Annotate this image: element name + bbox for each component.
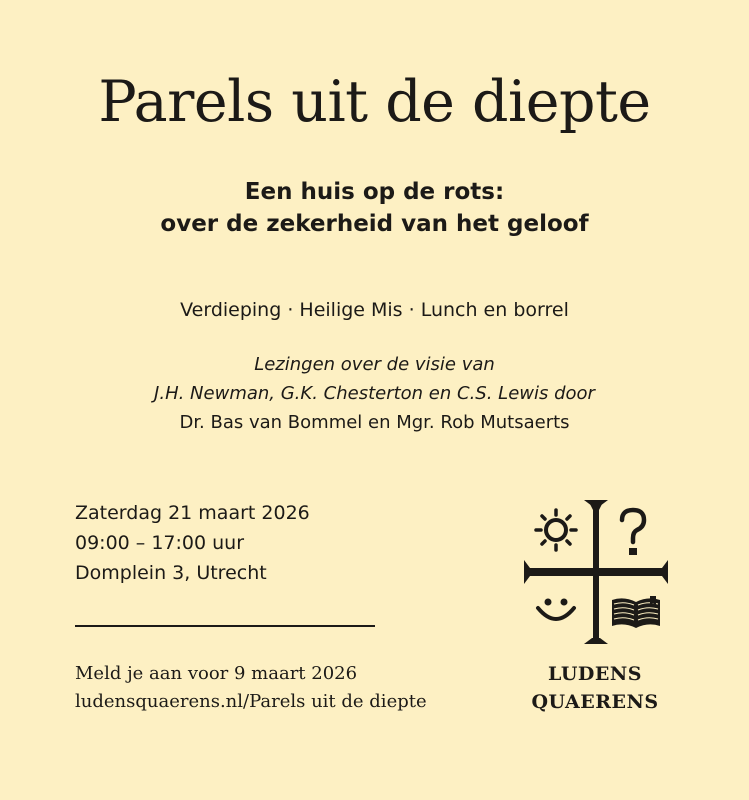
event-time: 09:00 – 17:00 uur xyxy=(75,532,245,554)
lectures-line-3: Dr. Bas van Bommel en Mgr. Rob Mutsaerts xyxy=(179,412,570,433)
lectures-description xyxy=(0,350,749,437)
smiley-icon xyxy=(538,599,574,620)
logo-name-line-2: QUAERENS xyxy=(531,691,659,713)
divider-line xyxy=(75,625,375,627)
event-location: Domplein 3, Utrecht xyxy=(75,562,267,584)
subtitle-line-2: over de zekerheid van het geloof xyxy=(160,211,589,237)
ludens-quaerens-logo xyxy=(522,498,670,646)
program-summary: Verdieping · Heilige Mis · Lunch en borrel xyxy=(180,299,569,321)
lectures-line-2: J.H. Newman, G.K. Chesterton en C.S. Lewis door xyxy=(154,383,595,404)
book-icon xyxy=(612,596,660,628)
logo-name-line-1: LUDENS xyxy=(548,663,642,685)
registration-url: ludensquaerens.nl/Parels uit de diepte xyxy=(75,691,427,712)
event-date: Zaterdag 21 maart 2026 xyxy=(75,502,310,524)
registration-deadline: Meld je aan voor 9 maart 2026 xyxy=(75,663,358,684)
poster-title: Parels uit de diepte xyxy=(98,69,651,135)
question-mark-icon xyxy=(622,510,644,555)
subtitle-line-1: Een huis op de rots: xyxy=(244,179,505,205)
sun-icon xyxy=(536,510,576,550)
logo-wordmark xyxy=(510,660,680,716)
registration-info xyxy=(75,660,427,716)
lectures-line-1: Lezingen over de visie van xyxy=(254,354,495,375)
poster-subtitle xyxy=(0,176,749,240)
event-details xyxy=(75,498,310,588)
